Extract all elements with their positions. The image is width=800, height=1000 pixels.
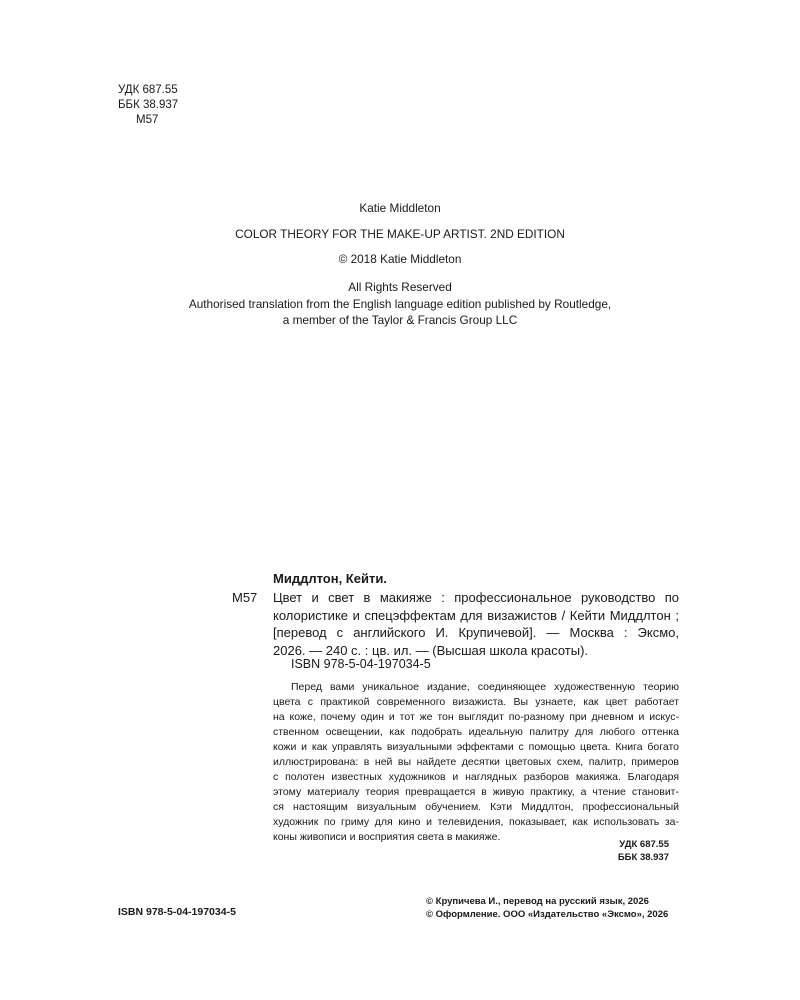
annotation bbox=[273, 680, 679, 845]
rights-block bbox=[0, 279, 800, 329]
annotation-line: ся настоящим визуальным обучением. Кэти Миддлтон, профессиональный bbox=[273, 801, 679, 813]
annotation-line: коны живописи и восприятия света в макияже. bbox=[273, 831, 501, 843]
translation-copyright: © Крупичева И., перевод на русский язык, 2026 bbox=[426, 896, 649, 907]
classification-codes-right bbox=[618, 838, 669, 864]
bibliographic-author-mark: М57 bbox=[232, 590, 258, 605]
udk-code: УДК 687.55 bbox=[118, 84, 178, 96]
rights-reserved: All Rights Reserved bbox=[348, 280, 452, 294]
author-mark: М57 bbox=[136, 114, 159, 126]
description-line: Цвет и свет в макияже : профессиональное руководство по bbox=[273, 590, 679, 605]
bibliographic-isbn: ISBN 978-5-04-197034-5 bbox=[291, 657, 431, 671]
isbn-bottom: ISBN 978-5-04-197034-5 bbox=[118, 906, 236, 918]
bbk-code: ББК 38.937 bbox=[118, 99, 179, 111]
annotation-line: с полотен известных художников и наглядных разборов макияжа. Благодаря bbox=[273, 771, 679, 783]
bibliographic-description bbox=[273, 589, 679, 659]
annotation-line: иллюстрирована: в ней вы найдете десятки цветовых схем, палитр, примеров bbox=[273, 756, 679, 768]
udk-code-right: УДК 687.55 bbox=[619, 839, 669, 850]
original-author: Katie Middleton bbox=[359, 201, 441, 215]
annotation-line: кожи и как управлять визуальными эффектами с помощью цвета. Книга богато bbox=[273, 741, 679, 753]
annotation-line: цвета с практикой современного визажиста. Вы узнаете, как цвет работает bbox=[273, 696, 679, 708]
description-line: 2026. — 240 с. : цв. ил. — (Высшая школа красоты). bbox=[273, 642, 589, 658]
translation-note-line-2: a member of the Taylor & Francis Group LLC bbox=[282, 313, 518, 327]
original-copyright: © 2018 Katie Middleton bbox=[338, 252, 462, 266]
design-copyright: © Оформление. ООО «Издательство «Эксмо», 2026 bbox=[426, 909, 669, 920]
description-line: колористике и спецэффектам для визажистов / Кейти Миддлтон ; bbox=[273, 607, 679, 623]
original-edition-block bbox=[0, 199, 800, 243]
bbk-code-right: ББК 38.937 bbox=[617, 852, 669, 863]
annotation-line: ственном освещении, как подобрать идеальную палитру для любого оттенка bbox=[273, 726, 679, 738]
original-title: COLOR THEORY FOR THE MAKE-UP ARTIST. 2ND EDITION bbox=[235, 227, 565, 241]
translation-note-line-1: Authorised translation from the English language edition published by Routledge, bbox=[188, 296, 612, 311]
annotation-line: художник по гриму для кино и телевидения, показывает, как использовать за- bbox=[273, 816, 679, 828]
bottom-copyrights bbox=[426, 895, 668, 921]
annotation-line: на коже, почему один и тот же тон выглядит по-разному при дневном и искус- bbox=[273, 711, 679, 723]
description-line: [перевод с английского И. Крупичевой]. — Москва : Эксмо, bbox=[273, 625, 679, 640]
annotation-line: Перед вами уникальное издание, соединяющее художественную теорию bbox=[291, 681, 679, 693]
annotation-line: этому материалу теория превращается в живую практику, а чтение становит- bbox=[273, 786, 679, 798]
classification-codes-top bbox=[118, 83, 178, 128]
bibliographic-author-heading: Миддлтон, Кейти. bbox=[273, 571, 387, 586]
